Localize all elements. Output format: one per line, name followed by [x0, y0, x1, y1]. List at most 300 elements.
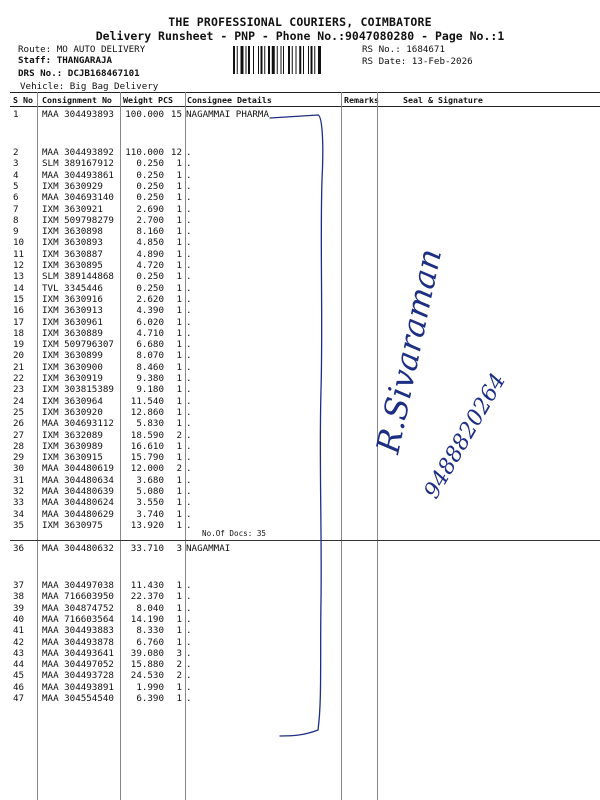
row-weight: 9.380	[136, 373, 164, 384]
row-sno: 22	[13, 373, 25, 384]
row-sno: 38	[13, 591, 25, 603]
table-row	[0, 147, 600, 159]
table-row	[0, 170, 600, 182]
row-weight: 2.620	[136, 293, 164, 305]
table-row	[0, 509, 600, 521]
row-weight: 8.070	[136, 350, 164, 362]
col-remarks: Remarks	[344, 95, 379, 105]
table-row	[0, 181, 600, 193]
table-row	[0, 441, 600, 453]
row-consignee: .	[186, 373, 192, 384]
barcode-bar	[303, 46, 304, 74]
row-pcs: 1	[176, 169, 182, 181]
row-consignment-no: MAA 304493891	[42, 681, 114, 693]
table-row	[0, 591, 600, 603]
table-row	[0, 283, 600, 295]
table-row	[0, 328, 600, 340]
row-weight: 13.920	[130, 519, 164, 531]
row-consignment-no: MAA 304493893	[42, 109, 114, 120]
row-consignment-no: MAA 304480639	[42, 486, 114, 497]
row-consignee: .	[186, 418, 192, 430]
row-weight: 3.680	[136, 474, 164, 486]
row-sno: 17	[13, 316, 25, 328]
row-consignment-no: SLM 389167912	[42, 158, 114, 170]
table-row	[0, 396, 600, 408]
row-pcs: 1	[176, 158, 182, 170]
row-consignee: .	[186, 636, 192, 648]
row-pcs: 1	[176, 406, 182, 418]
row-sno: 37	[13, 580, 25, 591]
col-weight-pcs: Weight PCS	[123, 95, 173, 105]
row-weight: 24.530	[130, 670, 164, 682]
table-row	[0, 271, 600, 283]
row-weight: 4.720	[136, 260, 164, 271]
signature-phone: 9488820264	[419, 369, 512, 503]
barcode-bar	[246, 46, 247, 74]
barcode-bar	[277, 46, 278, 74]
row-consignment-no: MAA 304480619	[42, 463, 114, 475]
row-weight: 12.000	[130, 463, 164, 475]
row-consignment-no: IXM 3630895	[42, 260, 103, 271]
row-weight: 0.250	[136, 192, 164, 204]
row-consignment-no: IXM 3630899	[42, 350, 103, 362]
row-sno: 41	[13, 625, 25, 637]
table-row	[0, 637, 600, 649]
row-consignee: .	[186, 519, 192, 531]
row-pcs: 1	[176, 237, 182, 249]
row-consignee: .	[186, 659, 192, 671]
row-consignment-no: MAA 304480629	[42, 508, 114, 520]
row-weight: 15.880	[130, 659, 164, 671]
row-consignment-no: IXM 3630975	[42, 519, 103, 531]
row-consignment-no: IXM 3630915	[42, 452, 103, 464]
row-consignee: .	[186, 316, 192, 328]
report-title: THE PROFESSIONAL COURIERS, COIMBATORE	[168, 15, 432, 29]
row-consignment-no: IXM 509798279	[42, 214, 114, 226]
row-consignment-no: IXM 3630929	[42, 180, 103, 192]
row-weight: 0.250	[136, 282, 164, 294]
row-pcs: 15	[170, 109, 182, 120]
row-pcs: 1	[176, 508, 182, 520]
row-sno: 15	[13, 293, 25, 305]
row-pcs: 1	[176, 293, 182, 305]
row-consignment-no: MAA 304493892	[42, 147, 114, 158]
row-consignee: .	[186, 693, 192, 704]
row-weight: 2.690	[136, 203, 164, 215]
row-consignee: .	[186, 169, 192, 181]
row-consignee: .	[186, 452, 192, 464]
row-pcs: 1	[176, 636, 182, 648]
row-consignment-no: IXM 3630920	[42, 406, 103, 418]
barcode-bar	[308, 46, 309, 74]
row-sno: 30	[13, 463, 25, 475]
row-consignee: .	[186, 591, 192, 603]
row-weight: 2.700	[136, 214, 164, 226]
table-row	[0, 580, 600, 592]
row-consignment-no: MAA 304493728	[42, 670, 114, 682]
row-sno: 29	[13, 452, 25, 464]
row-pcs: 1	[176, 681, 182, 693]
row-pcs: 1	[176, 327, 182, 339]
row-sno: 20	[13, 350, 25, 362]
row-sno: 10	[13, 237, 25, 249]
row-sno: 45	[13, 670, 25, 682]
row-consignee: .	[186, 327, 192, 339]
row-consignee: .	[186, 602, 192, 614]
row-weight: 16.610	[130, 440, 164, 452]
table-row	[0, 452, 600, 464]
row-consignee: NAGAMMAI PHARMA	[186, 109, 269, 120]
barcode-bar	[261, 46, 263, 74]
barcode-bar	[253, 46, 254, 74]
row-sno: 23	[13, 384, 25, 396]
barcode-bar	[311, 46, 313, 74]
row-consignment-no: IXM 3630898	[42, 226, 103, 238]
barcode-bar	[292, 46, 293, 74]
table-row	[0, 384, 600, 396]
row-consignee: .	[186, 580, 192, 591]
barcode-bar	[268, 46, 270, 74]
table-row	[0, 350, 600, 362]
row-consignment-no: MAA 304480634	[42, 474, 114, 486]
table-row	[0, 249, 600, 261]
row-sno: 24	[13, 395, 25, 407]
row-sno: 25	[13, 406, 25, 418]
row-sno: 28	[13, 440, 25, 452]
row-consignee: .	[186, 670, 192, 682]
row-sno: 7	[13, 203, 19, 215]
table-row	[0, 407, 600, 419]
table-row	[0, 305, 600, 317]
row-sno: 16	[13, 305, 25, 317]
row-weight: 8.460	[136, 361, 164, 373]
row-consignee: NAGAMMAI	[186, 543, 231, 554]
row-consignment-no: IXM 303815389	[42, 384, 114, 396]
barcode	[233, 46, 357, 74]
row-pcs: 1	[176, 282, 182, 294]
row-pcs: 1	[176, 474, 182, 486]
table-row	[0, 226, 600, 238]
row-weight: 22.370	[130, 591, 164, 603]
barcode-bar	[272, 46, 275, 74]
row-consignment-no: IXM 3630961	[42, 316, 103, 328]
row-sno: 32	[13, 486, 25, 497]
row-pcs: 3	[176, 543, 182, 554]
row-pcs: 12	[170, 147, 182, 158]
row-consignment-no: MAA 304493878	[42, 636, 114, 648]
row-consignee: .	[186, 440, 192, 452]
table-row	[0, 603, 600, 615]
row-consignee: .	[186, 226, 192, 238]
row-consignee: .	[186, 384, 192, 396]
route-label: Route: MO AUTO DELIVERY	[18, 44, 146, 55]
row-consignee: .	[186, 429, 192, 441]
row-consignee: .	[186, 339, 192, 351]
row-pcs: 1	[176, 440, 182, 452]
row-consignee: .	[186, 486, 192, 497]
row-weight: 1.990	[136, 681, 164, 693]
row-consignee: .	[186, 361, 192, 373]
row-pcs: 1	[176, 418, 182, 430]
group-doc-count: No.Of Docs: 35	[202, 529, 267, 538]
row-pcs: 1	[176, 591, 182, 603]
rs-number: RS No.: 1684671	[362, 44, 445, 55]
header-top-rule	[10, 92, 600, 93]
row-weight: 8.330	[136, 625, 164, 637]
row-sno: 46	[13, 681, 25, 693]
row-pcs: 2	[176, 659, 182, 671]
rs-date: RS Date: 13-Feb-2026	[362, 56, 473, 67]
barcode-bar	[241, 46, 244, 74]
row-pcs: 1	[176, 316, 182, 328]
row-consignment-no: MAA 304480624	[42, 497, 114, 509]
row-consignment-no: MAA 304693112	[42, 418, 114, 430]
row-pcs: 2	[176, 463, 182, 475]
row-pcs: 1	[176, 180, 182, 192]
row-pcs: 1	[176, 373, 182, 384]
row-consignment-no: MAA 304497052	[42, 659, 114, 671]
row-pcs: 1	[176, 602, 182, 614]
table-row	[0, 192, 600, 204]
row-consignment-no: IXM 509796307	[42, 339, 114, 351]
signature-name: R.Sivaraman	[368, 245, 450, 457]
row-consignee: .	[186, 158, 192, 170]
row-consignee: .	[186, 305, 192, 317]
row-sno: 5	[13, 180, 19, 192]
table-row	[0, 373, 600, 385]
row-weight: 12.860	[130, 406, 164, 418]
table-row	[0, 682, 600, 694]
row-weight: 6.760	[136, 636, 164, 648]
row-pcs: 1	[176, 361, 182, 373]
row-weight: 8.160	[136, 226, 164, 238]
row-weight: 5.080	[136, 486, 164, 497]
row-consignment-no: IXM 3630919	[42, 373, 103, 384]
row-pcs: 1	[176, 384, 182, 396]
row-sno: 31	[13, 474, 25, 486]
table-row	[0, 339, 600, 351]
row-sno: 47	[13, 693, 25, 704]
barcode-bar	[283, 46, 284, 74]
row-pcs: 1	[176, 248, 182, 260]
row-weight: 8.040	[136, 602, 164, 614]
col-sno: S No	[13, 95, 33, 105]
row-weight: 6.680	[136, 339, 164, 351]
row-consignee: .	[186, 282, 192, 294]
row-pcs: 1	[176, 260, 182, 271]
row-weight: 0.250	[136, 169, 164, 181]
row-weight: 3.740	[136, 508, 164, 520]
row-consignment-no: IXM 3630893	[42, 237, 103, 249]
table-row	[0, 497, 600, 509]
row-weight: 4.890	[136, 248, 164, 260]
row-pcs: 1	[176, 350, 182, 362]
row-consignment-no: IXM 3630887	[42, 248, 103, 260]
row-consignment-no: MAA 716603950	[42, 591, 114, 603]
row-consignment-no: MAA 304480632	[42, 543, 114, 554]
row-consignment-no: MAA 304493641	[42, 647, 114, 659]
row-consignee: .	[186, 474, 192, 486]
row-pcs: 1	[176, 192, 182, 204]
row-sno: 8	[13, 214, 19, 226]
row-weight: 0.250	[136, 271, 164, 283]
row-sno: 6	[13, 192, 19, 204]
row-sno: 9	[13, 226, 19, 238]
row-consignment-no: IXM 3630889	[42, 327, 103, 339]
table-row	[0, 260, 600, 272]
group-separator	[10, 540, 600, 541]
row-weight: 4.850	[136, 237, 164, 249]
row-weight: 33.710	[130, 543, 164, 554]
row-pcs: 2	[176, 670, 182, 682]
row-consignee: .	[186, 203, 192, 215]
table-row	[0, 215, 600, 227]
row-consignment-no: MAA 716603564	[42, 613, 114, 625]
table-row	[0, 204, 600, 216]
barcode-bar	[296, 46, 297, 74]
row-consignment-no: IXM 3630913	[42, 305, 103, 317]
table-row	[0, 237, 600, 249]
staff-label: Staff: THANGARAJA	[18, 55, 113, 66]
row-pcs: 1	[176, 339, 182, 351]
header-bottom-rule	[10, 106, 600, 107]
row-consignment-no: IXM 3630964	[42, 395, 103, 407]
row-sno: 11	[13, 248, 25, 260]
row-consignment-no: MAA 304693140	[42, 192, 114, 204]
row-sno: 13	[13, 271, 25, 283]
barcode-bar	[314, 46, 315, 74]
row-consignment-no: MAA 304497038	[42, 580, 114, 591]
row-weight: 4.710	[136, 327, 164, 339]
row-consignee: .	[186, 647, 192, 659]
row-consignee: .	[186, 613, 192, 625]
row-pcs: 1	[176, 580, 182, 591]
row-sno: 14	[13, 282, 25, 294]
barcode-bar	[233, 46, 235, 74]
table-row	[0, 486, 600, 498]
row-sno: 36	[13, 543, 25, 554]
row-weight: 0.250	[136, 158, 164, 170]
table-row	[0, 475, 600, 487]
table-row	[0, 463, 600, 475]
row-consignment-no: MAA 304554540	[42, 693, 114, 704]
table-row	[0, 520, 600, 532]
row-sno: 27	[13, 429, 25, 441]
row-consignee: .	[186, 497, 192, 509]
drs-number: DRS No.: DCJB168467101	[18, 68, 140, 79]
row-consignee: .	[186, 271, 192, 283]
row-sno: 4	[13, 169, 19, 181]
row-weight: 4.390	[136, 305, 164, 317]
row-consignee: .	[186, 180, 192, 192]
barcode-bar	[288, 46, 290, 74]
row-consignee: .	[186, 350, 192, 362]
row-consignee: .	[186, 147, 192, 158]
row-weight: 18.590	[130, 429, 164, 441]
row-pcs: 2	[176, 429, 182, 441]
barcode-bar	[237, 46, 238, 74]
row-pcs: 1	[176, 214, 182, 226]
row-sno: 35	[13, 519, 25, 531]
row-pcs: 1	[176, 613, 182, 625]
row-weight: 15.790	[130, 452, 164, 464]
col-seal-signature: Seal & Signature	[403, 95, 483, 105]
report-subtitle: Delivery Runsheet - PNP - Phone No.:9047080280 - Page No.:1	[95, 29, 505, 43]
row-pcs: 1	[176, 452, 182, 464]
row-consignee: .	[186, 192, 192, 204]
row-consignee: .	[186, 237, 192, 249]
row-sno: 34	[13, 508, 25, 520]
row-sno: 26	[13, 418, 25, 430]
barcode-bar	[264, 46, 265, 74]
row-consignee: .	[186, 406, 192, 418]
row-sno: 43	[13, 647, 25, 659]
row-pcs: 1	[176, 625, 182, 637]
row-consignee: .	[186, 214, 192, 226]
table-row	[0, 418, 600, 430]
row-weight: 100.000	[125, 109, 164, 120]
table-row	[0, 614, 600, 626]
row-sno: 40	[13, 613, 25, 625]
row-consignment-no: IXM 3630916	[42, 293, 103, 305]
row-consignee: .	[186, 293, 192, 305]
row-sno: 21	[13, 361, 25, 373]
table-row	[0, 430, 600, 442]
row-pcs: 1	[176, 226, 182, 238]
row-consignment-no: SLM 389144868	[42, 271, 114, 283]
row-consignment-no: IXM 3632089	[42, 429, 103, 441]
row-consignment-no: IXM 3630921	[42, 203, 103, 215]
table-row	[0, 659, 600, 671]
row-consignee: .	[186, 463, 192, 475]
row-consignment-no: MAA 304493861	[42, 169, 114, 181]
row-weight: 14.190	[130, 613, 164, 625]
row-weight: 110.000	[125, 147, 164, 158]
row-sno: 2	[13, 147, 19, 158]
row-consignee: .	[186, 260, 192, 271]
row-consignment-no: MAA 304874752	[42, 602, 114, 614]
table-row	[0, 648, 600, 660]
row-consignee: .	[186, 681, 192, 693]
table-row	[0, 625, 600, 637]
row-pcs: 1	[176, 519, 182, 531]
row-consignment-no: TVL 3345446	[42, 282, 103, 294]
row-weight: 6.020	[136, 316, 164, 328]
row-weight: 9.180	[136, 384, 164, 396]
barcode-bar	[248, 46, 250, 74]
row-weight: 11.430	[130, 580, 164, 591]
row-consignment-no: MAA 304493883	[42, 625, 114, 637]
row-sno: 39	[13, 602, 25, 614]
row-weight: 0.250	[136, 180, 164, 192]
row-sno: 12	[13, 260, 25, 271]
barcode-bar	[318, 46, 321, 74]
table-row	[0, 317, 600, 329]
table-row	[0, 693, 600, 705]
barcode-bar	[299, 46, 301, 74]
row-weight: 3.550	[136, 497, 164, 509]
row-sno: 3	[13, 158, 19, 170]
row-consignee: .	[186, 625, 192, 637]
table-row	[0, 362, 600, 374]
row-weight: 6.390	[136, 693, 164, 704]
row-sno: 19	[13, 339, 25, 351]
row-pcs: 3	[176, 647, 182, 659]
row-pcs: 1	[176, 395, 182, 407]
row-consignee: .	[186, 508, 192, 520]
row-sno: 33	[13, 497, 25, 509]
row-pcs: 1	[176, 305, 182, 317]
